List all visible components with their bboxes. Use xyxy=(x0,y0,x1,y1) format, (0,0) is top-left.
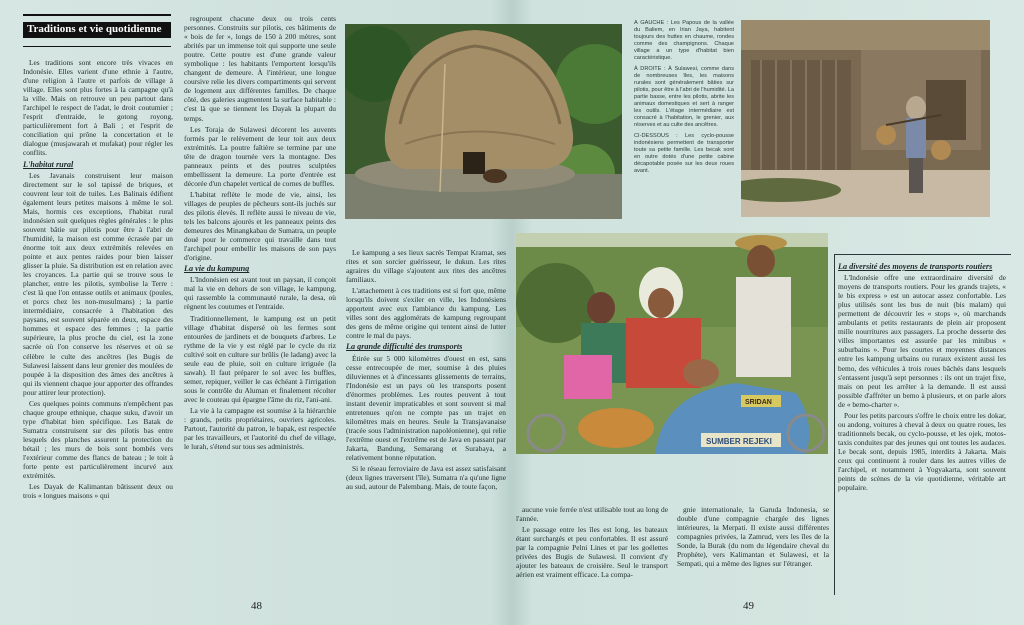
photo-sulawesi-village xyxy=(741,20,990,217)
paragraph: Les Javanais construisent leur maison directement sur le sol tapissé de briques, et couvrent leur toit de tuiles. Les Balinais édifient également leurs petites maisons à même le sol. Mais, hormis ces exceptions, l'habitat rural indonésien suit quelques règles générales : le plus souvent bâtie sur pilotis pour être à l'abri de l'humidité, la maison est comme écrasée par un énorme toit aux deux extrémités relevées en pointe et aux pentes raides pour bien laisser glisser la pluie. Sa distribution est en relation avec les croyances. La partie qui se trouve sous le plancher, entre les pilotis, symbolise la Terre : c'est là que l'on entasse outils et animaux (poules, et porcs chez les non-musulmans) ; la partie intermédiaire, consacrée à l'habitation des paysans, est souvent séparée en deux, espace des hommes et espace des femmes ; la partie supérieure, la plus proche du ciel, est la zone sacrée où l'on conserve les réserves et où se célèbre le culte des ancêtres (les Bugis de Sulawesi laissent dans leur grenier des moulées de poupée à la disposition des âmes des ancêtres à qui ils viennent chaque jour apporter des offrandes pour attirer leur protection). xyxy=(23,170,173,397)
paragraph: L'Indonésie offre une extraordinaire diversité de moyens de transports routiers. Pour les grands trajets, « le bis express » est un autocar assez confortable. Les plus utilisés sont les bus de nuit (bis malam) qui permettent de découvrir les « stops », où marchands ambulants et petits restaurants de plein air proposent mille nourritures aux passagers. La proche desserte des villes importantes est assurée par les minibus « suburbains ». Pour les courtes et moyennes distances entre les kampung urbains ou ruraux existent aussi les bemo, des véhicules à trois roues bâchés dans lesquels s'entassent jusqu'à sept personnes : ils ont un trajet fixe, mais on peut les arrêter à la demande. Il est aussi possible d'affréter un bemo à plusieurs, et on parle alors de « bemo-charter ». xyxy=(838,273,1006,409)
caption-right: À DROITE : À Sulawesi, comme dans de nombreuses îles, les maisons rurales sont généralement bâties sur pilotis, pour être à l'abri de l'humidité. La partie basse, entre les pilotis, abrite les animaux domestiques et sert à ranger les outils. L'étage intermédiaire est consacré à l'habitation, le grenier, aux réserves et au culte des ancêtres. xyxy=(634,66,734,128)
becak-panel-text: SRIDAN xyxy=(745,399,772,406)
paragraph: Le passage entre les îles est long, les bateaux étant surchargés et peu confortables. Il est assuré par la compagnie Pelni Lines et par les goélettes privées des Bugis de Sulawesi. Il convient d'y ajouter les bateaux de croisière. Seul le transport aérien est vraiment efficace. La compa- xyxy=(516,525,668,580)
paragraph: Les Toraja de Sulawesi décorent les auvents formés par le relèvement de leur toit aux deux extrémités. La poutre faîtière se termine par une tête de dragon tournée vers la montagne. Des panneaux peints et des poutres sculptées embellissent la demeure. La porte d'entrée est décorée d'un chapelet vertical de cornes de buffles. xyxy=(184,124,336,188)
becak-plate-text: SUMBER REJEKI xyxy=(706,437,772,446)
paragraph: Les Dayak de Kalimantan bâtissent deux ou trois « longues maisons » qui xyxy=(23,482,173,501)
paragraph: Traditionnellement, le kampung est un petit village d'habitat dispersé où les fermes sont entourées de jardinets et de bouquets d'arbres. Le rythme de la vie y est réglé par le cycle du riz cultivé soit en culture sur brûlis (le ladang) avec la seule eau de pluie, soit en culture irriguée (la sawah). Il faut préparer le sol avec les buffles, semer, repiquer, veiller le cas échéant à l'irrigation sous le contrôle du Aluman et finalement récolter avec le couteau qui épargne l'âme du riz, l'ani-ani. xyxy=(184,313,336,404)
paragraph: gnie internationale, la Garuda Indonesia, se double d'une compagnie chargée des lignes intérieures, la Merpati. Il existe aussi différentes compagnies privées, la Zamrud, vers les îles de la Sonde, la Burak (du nom du légendaire cheval du Prophète), vers Kalimantan et Sulawesi, et la Sempati, qui a même des lignes sur l'étranger. xyxy=(677,505,829,569)
right-column-c xyxy=(838,262,1006,597)
left-column-1 xyxy=(23,58,173,618)
paragraph: La vie à la campagne est soumise à la hiérarchie : grands, petits propriétaires, ouvriers agricoles. Partout, l'autorité du patron, le bapak, est respectée par les travailleurs, et l'autorité du chef de village, le lurah, s'étend sur tous ses administrés. xyxy=(184,405,336,452)
photo-papuan-hut xyxy=(345,24,622,219)
paragraph: Si le réseau ferroviaire de Java est assez satisfaisant (deux lignes traversent l'île), Sumatra n'a qu'une ligne au sud, autour de Palembang. Mais, de toute façon, xyxy=(346,464,506,492)
page-number-right: 49 xyxy=(743,600,754,612)
section-heading xyxy=(23,14,171,47)
paragraph: Les traditions sont encore très vivaces en Indonésie. Elles varient d'une ethnie à l'autre, d'une religion à l'autre et parfois de village à village. Elles sont plus fortes à la campagne qu'à la ville. Mais on retrouve un peu partout dans l'archipel le respect de l'adat, le droit coutumier ; l'esprit d'entraide, le gotong royong, particulièrement fort à Bali ; et l'esprit de conciliation qui prône la concertation et le dialogue (musjawarah et mufakat) pour régler les conflits. xyxy=(23,58,173,158)
hut-illustration xyxy=(345,24,622,219)
right-column-a xyxy=(516,505,668,595)
section-heading-text: Traditions et vie quotidienne xyxy=(27,23,162,35)
paragraph: L'attachement à ces traditions est si fort que, même lorsqu'ils doivent s'exiler en ville, les Indonésiens apportent avec eux l'ambiance du kampung. Les villes sont des agglomérats de kampung regroupant des gens de même origine qui tentent ainsi de lutter contre le mal du pays. xyxy=(346,286,506,341)
paragraph: aucune voie ferrée n'est utilisable tout au long de l'année. xyxy=(516,505,668,524)
paragraph: Étirée sur 5 000 kilomètres d'ouest en est, sans cesse entrecoupée de mer, soumise à des pluies diluviennes et à d'incessants glissements de terrains, l'Indonésie est un pays où les transports posent d'énormes problèmes. Les routes peuvent à tout instant devenir impraticables et sont souvent si mal entretenues qu'on ne compte pas un trajet en kilomètres mais en heures. Seule la Transjavanaise (tracée sous l'administration napoléonienne), qui relie l'extrême ouest et l'extrême est de Java en passant par Jakarta, Bandung, Semarang et Surabaya, a relativement bonne réputation. xyxy=(346,353,506,463)
paragraph: Ces quelques points communs n'empêchent pas chaque groupe ethnique, chaque suku, d'avoir un type d'habitat bien spécifique. Les Batak de Sumatra construisent sur des pilotis bas entre lesquels des planches assurent la protection du bétail ; les murs de bois sont bombés vers l'extérieur comme des flancs de bateau ; le toit à forte pente est particulièrement incurvé aux extrémités. xyxy=(23,398,173,481)
paragraph: Le kampung a ses lieux sacrés Tempat Kramat, ses rites et son sorcier guérisseur, le dukun. Les rites agraires du village s'ajoutent aux rites des ancêtres familiaux. xyxy=(346,248,506,285)
becak-illustration xyxy=(516,233,828,454)
caption-below: CI-DESSOUS : Les cyclo-pousse indonésiens permettent de transporter toute sa petite famille. Les becak sont en outre dotés d'une petite cabine décapotable posée sur les deux roues avant. xyxy=(634,133,734,174)
photo-becak-family xyxy=(516,233,828,454)
left-column-3 xyxy=(346,248,506,588)
subheading-vie-kampung: La vie du kampung xyxy=(184,264,250,274)
left-column-2 xyxy=(184,14,336,612)
photo-captions xyxy=(634,20,734,220)
paragraph: regroupent chacune deux ou trois cents personnes. Construits sur pilotis, ces bâtiments de « bois de fer », longs de 150 à 200 mètres, sont abrités par un immense toit qui supporte une seule poutre. Cette poutre est d'une grande valeur symbolique : les habitants l'emportent lorsqu'ils changent de demeure. À l'intérieur, une longue coursive relie les divers compartiments qui servent de logement aux différentes familles. De chaque côté, des galeries augmentent la surface habitable : c'est là que se tiennent les Dayak la plupart du temps. xyxy=(184,14,336,123)
paragraph: Pour les petits parcours s'offre le choix entre les dokar, ou andong, voitures à cheval à deux ou quatre roues, les traditionnels becak, ou cyclo-pousse, et les ojek, motos-taxis conduites par des jeunes qui ont toutes les audaces. Le becak sont, depuis 1985, interdits à Jakarta. Mais ceux qui continuent à rouler dans les autres villes de l'archipel, et notamment à Yogyakarta, sont souvent peints de scènes de la vie quotidienne, véritable art populaire. xyxy=(838,410,1006,493)
subheading-habitat-rural: L'habitat rural xyxy=(23,159,74,169)
subheading-diversite: La diversité des moyens de transports routiers xyxy=(838,262,993,271)
page-number-left: 48 xyxy=(251,600,262,612)
paragraph: L'Indonésien est avant tout un paysan, il conçoit mal la vie en dehors de son village, le kampung, qui rassemble la communauté rurale, la desa, où règnent les coutumes et l'entraide. xyxy=(184,275,336,312)
village-illustration xyxy=(741,20,990,217)
subheading-transports: La grande difficulté des transports xyxy=(346,342,463,352)
right-column-b xyxy=(677,505,829,595)
paragraph: L'habitat reflète le mode de vie, ainsi, les villages de peuples de pêcheurs sont-ils juchés sur des pilotis élevés. Il reflète aussi le niveau de vie, tels les balcons ajourés et les panneaux peints des demeures des Minangkabau de Sumatra, un peuple doué pour le commerce qui travaille dans tout l'archipel pour embellir les maisons de son pays d'origine. xyxy=(184,189,336,263)
caption-left: À GAUCHE : Les Papous de la vallée du Baliem, en Irian Jaya, habitent toujours des huttes en chaume, rondes comme des champignons. Chaque village a un type d'habitat bien caractéristique. xyxy=(634,20,734,61)
